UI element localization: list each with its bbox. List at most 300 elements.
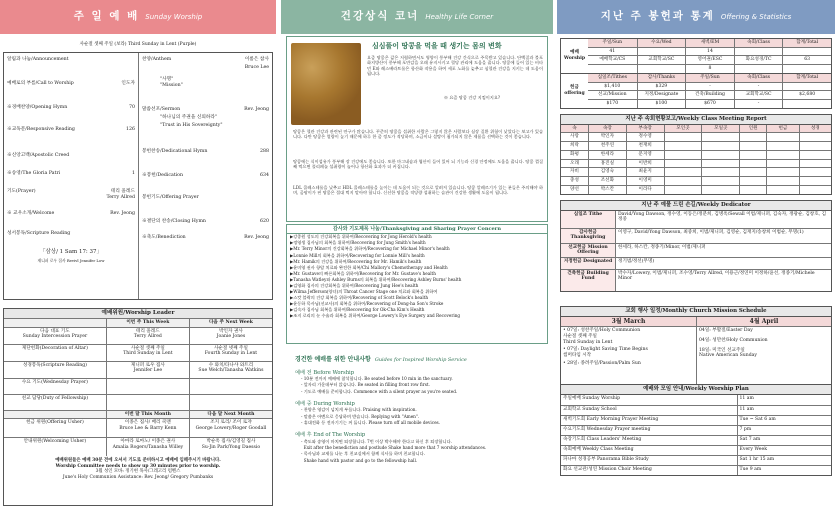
service-item-value: 620 [260, 219, 269, 224]
dedicator-row [561, 211, 831, 228]
class-row-cell [766, 151, 798, 159]
leader-row-next: 박인자 권사 Joanie Jones [189, 328, 272, 344]
april-event: 04일: 부활절/Easter Day [699, 328, 753, 334]
offering-label: 헌금 offering [564, 85, 585, 96]
leader-row [4, 327, 272, 344]
service-item-label: "Trust in His Sovereignty" [160, 123, 223, 128]
end-worship-heading: 예배 후 End of The Worship [295, 432, 366, 439]
service-item-label: 말씀선포/Sermon [142, 107, 181, 112]
offering-row-cell: - [734, 83, 783, 91]
class-row-cell [701, 142, 739, 150]
guide-title-ko: 경건한 예배를 위한 안내사항 [295, 356, 371, 363]
stats-row-cell [734, 48, 783, 56]
dedicator-row [561, 257, 831, 269]
banner-title-ko: 지난 주 봉헌과 통계 [600, 10, 715, 23]
during-item: - 말씀은 아멘으로 응답하며 받습니다. Replying with "Amen". [301, 413, 420, 419]
month-april: 4월 April [696, 317, 831, 327]
weekly-dedicator [560, 200, 832, 292]
health-article-title: 심심풀이 땅콩을 먹을 때 생기는 몸의 변화 [372, 41, 502, 50]
thanksgiving-title: 감사와 기도제목 나눔/Thanksgiving and Sharing Prayer Concern [287, 225, 547, 234]
leader-row [4, 344, 272, 361]
before-item: - 앞자리 가운데부터 앉습니다. Be seated in filling front row first. [301, 382, 430, 388]
banner-title-en: Healthy Life Corner [425, 12, 494, 21]
class-row-cell: 박스칸 [588, 186, 626, 194]
week-head: 다음 달 Next Month [189, 411, 272, 419]
leader-row-label: 성경봉독(Scripture Reading) [22, 362, 87, 368]
leader-row-this [106, 379, 189, 394]
leader-row-label: 다음 대표 기도 Sunday Intercession Prayer [22, 328, 88, 340]
offering-row-cell: $100 [637, 100, 686, 108]
leader-row [4, 361, 272, 378]
order-of-service [3, 52, 273, 300]
offering-stats [560, 74, 832, 109]
stats-row-cell [588, 65, 637, 73]
offering-row [588, 99, 831, 108]
service-item-right [142, 123, 269, 129]
class-row-cell [664, 142, 702, 150]
offering-row-cell: - [685, 83, 734, 91]
health-paragraph-3: 땅콩에는 식이섬유가 풍부해 장 건강에도 좋습니다. 또한 마그네슘과 엽산이 들어 있어 뇌 기능과 신경 안정에도 도움을 줍니다. 땅콩 껍질째 먹으면 폴리페놀 섭취량이 늘어나 항산화 효과가 더 커집니다. [293, 159, 543, 170]
class-row-cell [766, 177, 798, 185]
stats-row-cell [782, 48, 831, 56]
class-head-cell: 성경 [799, 125, 831, 133]
prayer-concern-item: ▶Mr. Terry Minor의 건강회복을 위하여/Recovering for Michael Minor's health [290, 246, 450, 252]
stats-head-cell: 주일/Sun [602, 40, 623, 45]
plan-event: 새벽기도회 Early Morning Prayer Meeting [563, 416, 659, 422]
before-worship-heading: 예배 전 Before Worship [295, 369, 355, 376]
offering-row-cell: 교회학교/SC [734, 91, 783, 99]
service-item-right [142, 115, 269, 121]
class-head-cell: 속 [572, 125, 577, 131]
class-row-cell [766, 186, 798, 194]
during-item: - 휴대전화 등 전자기기는 꺼 둡니다. Please turn off all mobile devices. [301, 419, 441, 425]
scripture-reference: 「삼상/ 1 Sam 17: 37」 [39, 249, 103, 255]
class-row-cell [701, 186, 739, 194]
plan-event: 교회학교 Sunday School [563, 406, 617, 412]
end-item: Exit after the benediction and postlude Shake hand more that 7 worship attendances. [301, 445, 487, 451]
class-row-cell: 천재희 [626, 142, 664, 150]
leader-header-2 [4, 410, 272, 419]
class-row [561, 167, 831, 176]
stats-row-cell: 예배학교/CS [599, 57, 626, 63]
service-item-value: 634 [260, 173, 269, 178]
april-event: 04일: 성만찬/Holy Communion [699, 337, 768, 343]
service-item-label: ※신앙고백/Apostolic Creed [7, 153, 70, 158]
healthy-life-banner [281, 0, 553, 34]
dedicator-label: 선교헌금 Mission Offering [561, 244, 615, 257]
end-item: Shake hand with pastor and go to the fellowship hall. [301, 457, 418, 463]
health-paragraph-2: 땅콩은 혈관 건강과 관련된 연구가 많습니다. 꾸준히 땅콩을 섭취한 사람은 그렇지 않은 사람보다 심장 질환 위험이 낮았다는 보고가 있습니다. 다만 땅콩은 열량이 높기 때문에 하루 한 줌 정도가 적당하며, 소금이나 설탕이 첨가되지 않은 제품을 선택하는 것이 좋습니다. [293, 129, 543, 140]
worship-leader-title: 예배위원/Worship Leader [4, 309, 272, 319]
before-item: - 10분 전까지 예배에 참석합니다. Be seated before 10 min in the sanctuary. [301, 376, 453, 381]
service-item-right [142, 173, 269, 179]
week-head: 이번 달 This Month [106, 411, 189, 419]
order-left-column [4, 53, 138, 299]
worship-stats-grid [588, 39, 831, 73]
schedule-table [560, 316, 832, 386]
class-row-cell: 천주연 [588, 142, 626, 150]
footer-line-3: 3월 성인 모바: 정기현 목사/그레고리 펌벤스 [95, 469, 181, 475]
offering-head-cell: 십일조/Tithes [597, 74, 627, 80]
class-head-cell: 부속장 [626, 125, 664, 133]
class-row-cell [701, 177, 739, 185]
class-report-title: 지난 주 속회현황보고/Weekly Class Meeting Report [560, 114, 832, 124]
weekly-worship-plan [560, 384, 832, 476]
schedule-months [561, 317, 831, 327]
offering-row-cell: $670 [685, 100, 734, 108]
offering-head-cell: 주일/Sun [685, 74, 734, 82]
leader-row [4, 378, 272, 394]
worship-leader-box [3, 308, 273, 506]
leader-row-this: 이종은 집사/ 배리 쿡맨 Bruce Lee & Barry Kenn [106, 419, 189, 437]
offering-head [588, 74, 831, 82]
class-row-cell: 희락 [570, 143, 579, 149]
health-paragraph-1b: ※ 요즘 땅콩 건강 지킴이지요? [443, 95, 501, 100]
health-paragraph-1: 요즘 땅콩은 값은 저렴하면서도 영양이 풍부해 건강 간식으로 주목받고 있습니다. 단백질과 불포화지방산이 풍부해 포만감을 오래 유지시키고 혈당 관리에 도움을 줍니다. 땅콩에 들어 있는 비타민 E와 레스베라트롤은 항산화 작용을 하여 세포 노화를 늦추고 심혈관 건강을 지키는 데 도움이 됩니다. [367, 55, 543, 76]
service-item-value: Rev. Jeong [244, 107, 269, 112]
class-row-cell [739, 160, 766, 168]
banner-title-ko: 주 일 예 배 [73, 10, 140, 23]
service-item-value: 70 [129, 105, 135, 110]
stats-head-cell: 새벽/EM [685, 39, 734, 47]
service-item-right [142, 77, 269, 83]
service-item-right [142, 235, 269, 241]
offering-row-cell: 건축/Building [685, 91, 734, 99]
leader-row-next: 박순옥 집사/김영길 집사 Su-Jin Park/Yong Daessio [189, 438, 272, 456]
service-item-label: 찬양/Anthem [142, 57, 172, 62]
class-head-cell: 헌금 [766, 125, 798, 133]
before-item: - 기도로 예배를 준비합니다. Commence with a silent prayer as you're seated. [301, 388, 458, 394]
class-row-cell [739, 142, 766, 150]
service-item-left [7, 105, 135, 111]
class-row-cell [701, 151, 739, 159]
guide-title [295, 356, 547, 364]
stats-row [588, 64, 831, 73]
plan-time: 11 am [737, 406, 832, 415]
stats-row [588, 55, 831, 64]
plan-event: 속회예배 Weekly Class Meeting [563, 446, 634, 452]
leader-row-label: 수요 기도(Wednesday Prayer) [21, 379, 88, 385]
class-row-cell [799, 133, 831, 141]
class-row-cell: 화평 [570, 151, 579, 157]
class-row-cell: 김영숙 [588, 168, 626, 176]
class-row [561, 132, 831, 141]
class-row [561, 176, 831, 185]
plan-row [561, 405, 831, 415]
dedicator-names: 이영구, David/Yong Dawson, 최중희, 이범/제니퍼, 김영순, 김재지/송창희 이범순, 무명(1) [615, 229, 831, 243]
service-item-value: Bruce Lee [244, 65, 269, 70]
class-row-cell [766, 168, 798, 176]
stats-row-cell: 14 [685, 48, 734, 56]
april-events [696, 327, 831, 384]
prayer-concern-item: ▶Lonnie Mill의 회복을 위하여/Recovering for Lonnie Mill's health [290, 252, 425, 258]
stats-row-cell: 8 [685, 65, 734, 73]
healthy-life-panel [281, 0, 553, 507]
service-item-left [7, 189, 135, 195]
service-item-right [142, 107, 269, 113]
prayer-concern-item: ▶스캇 블락의 건강 회복을 위하여/Recovering of Scott Belock's health [290, 295, 429, 301]
class-row-cell [664, 151, 702, 159]
end-worship-list [301, 439, 547, 464]
leader-row-this [106, 395, 189, 410]
plan-event: 수요기도회 Wednesday Prayer meeting [563, 426, 651, 432]
class-row-cell [664, 168, 702, 176]
service-item-label: "Mission" [160, 83, 183, 88]
stats-row-cell: 교회학교/SC [637, 56, 686, 64]
offering-banner [557, 0, 835, 34]
footer-line-2: Worship Committee needs to show up 30 minutes prior to worship. [55, 463, 221, 469]
sunday-worship-panel [0, 0, 276, 507]
service-item-label: ※축도/Benediction [142, 235, 186, 240]
class-row-cell [664, 186, 702, 194]
leader-row-label: 헌금 위원(Offering Usher) [26, 420, 84, 426]
stats-head [588, 39, 831, 47]
thanksgiving-list [287, 234, 547, 319]
prayer-concern-item: ▶정영생 집사님의 회복을 위하여/Recovering for Jung Smith's health [290, 240, 426, 246]
worship-guide [295, 356, 547, 464]
end-item: - 축도와 송영이 마치면 퇴장합니다. 7번 이상 박수해야 한다고 하신 후 퇴장합니다. [301, 438, 452, 444]
service-item-value: 1 [132, 171, 135, 176]
plan-time: Every Week [737, 446, 832, 455]
leader-row-label: 안내위원(Welcoming Usher) [23, 439, 87, 445]
stats-head-cell: 수요/Wed [637, 39, 686, 47]
class-row-cell [664, 133, 702, 141]
service-item-value: 이룸은 참사 [244, 57, 269, 62]
class-row-cell [701, 168, 739, 176]
dedicator-names: 박수자/Lowery, 이범/제니퍼, 조수영/Terry Allred, 이용근/정연미 이정하/윤선, 정종기/Michele Minor [615, 270, 831, 291]
prayer-concern-item: ▶김숙자 집사님 회복을 위하여/Recovering for Ok-Cha Kim's Health [290, 307, 425, 313]
class-row-cell: 양선 [570, 186, 579, 192]
banner-title-en: Sunday Worship [145, 12, 203, 21]
sunday-worship-banner [0, 0, 276, 34]
dedicator-label: 감사헌금 Thanksgiving [561, 229, 615, 243]
class-row-cell: 오래 [570, 160, 579, 166]
plan-event: 화요 선교관/성연 Mission Choir Meeting [563, 466, 652, 472]
prayer-leader-name: Terry Allred [106, 195, 135, 200]
stats-row [588, 47, 831, 56]
monthly-schedule [560, 306, 832, 385]
service-item-label: 봉헌찬송/Dedicational Hymn [142, 149, 208, 154]
class-report-table [560, 124, 832, 195]
worship-label: 예배 Worship [563, 50, 586, 61]
leader-row-next [189, 395, 272, 410]
worship-leader-table [4, 319, 272, 456]
stats-row-cell: 41 [609, 48, 616, 54]
during-item: - 찬양은 영감이 넘치게 부릅니다. Praising with inspiration. [301, 407, 417, 413]
class-row-cell: 최윤지 [626, 168, 664, 176]
service-item-label: 예배로의 부름/Call to Worship [7, 81, 74, 86]
dedicator-row [561, 269, 831, 291]
march-event: • 07일: Daylight Saving Time Begins 썸머타임 시작 [563, 347, 648, 359]
leader-row-next [189, 379, 272, 394]
service-item-label: ※결단의 찬송/Closing Hymn [142, 219, 206, 224]
plan-time: Sat 7 am [737, 436, 832, 445]
offering-head-cell: 합계/Total [782, 74, 831, 82]
class-row-cell [799, 160, 831, 168]
class-row [561, 185, 831, 194]
service-item-left [7, 57, 135, 63]
leader-header [4, 319, 272, 327]
class-row-cell: 이영미 [626, 177, 664, 185]
service-item-label: ※ 교우소개/Welcome [7, 211, 55, 216]
service-item-value: 126 [126, 127, 135, 132]
class-row-cell [799, 186, 831, 194]
class-row-cell: 자비 [570, 169, 579, 175]
leader-row-this: 테리 올레드 Terry Allred [106, 328, 189, 344]
service-item-label: ※교독문/Responsive Reading [7, 127, 75, 132]
prayer-concern-item: ▶윤동하 목사님(선교사)의 회복을 위하여/Recovering of Dong-ha Son's Stroke [290, 301, 444, 307]
leader-row-this: 사순절 셋째 주일 Third Sunday in Lent [106, 345, 189, 361]
plan-table [560, 394, 832, 476]
class-head-cell: 속장 [588, 125, 626, 133]
prayer-concern-item: ▶조지 로리의 눈 수술과 회복을 위하여/George Lowery's Eye Surgery and Recovering [290, 313, 461, 319]
offering-head-cell: 속회/Class [734, 74, 783, 82]
class-row-cell: 홍진실 [588, 160, 626, 168]
class-row-cell: 정수영 [626, 133, 664, 141]
service-item-value: 테리 올레드 [110, 189, 135, 194]
class-row-cell [799, 168, 831, 176]
class-row-cell [664, 160, 702, 168]
during-worship-heading: 예배 중 During Worship [295, 400, 355, 407]
prayer-concern-item: ▶강종원 성도의 건강회복을 위하여/Recovering for Jong Herold's health [290, 234, 432, 240]
service-item-label: 성서봉독/Scripture Reading [7, 231, 71, 236]
prayer-concern-item: ▶Mr. Hamik의 건강을 위하여/Recovering for Mr. Hamik's health [290, 258, 422, 264]
before-worship-list [301, 376, 547, 395]
leader-row-label: 제단헌화(Decoration of Altar) [21, 345, 88, 351]
service-item-label: 알림과 나눔/Announcement [7, 57, 69, 62]
class-row-cell [701, 133, 739, 141]
leader-row-label: 친교 담당(Duty of Fellowship) [21, 395, 89, 401]
class-head [561, 125, 831, 133]
class-row-cell [799, 142, 831, 150]
dedicator-label: 십일조 Tithe [561, 211, 615, 228]
class-row [561, 141, 831, 150]
stats-row-cell [734, 65, 783, 73]
thanksgiving-box [286, 224, 548, 344]
class-row-cell [739, 151, 766, 159]
schedule-title: 교회 행사 일정/Monthly Church Mission Schedule [560, 306, 832, 316]
leader-row-next: 사순절 넷째 주일 Fourth Sunday in Lent [189, 345, 272, 361]
plan-event: 주일예배 Sunday Worship [563, 395, 621, 401]
class-head-cell: 모일곳 [701, 125, 739, 133]
service-item-value: Rev. Jeong [110, 211, 135, 216]
prayer-concern-item: ▶윤미영 권사 항암 치료와 완전한 회복/Chi Mallory's Chemotherapy and Health [290, 264, 448, 270]
dedicator-row [561, 243, 831, 257]
month-march: 3월 March [611, 317, 646, 325]
leader-row-this: 제니퍼 로우 집사 Jennifer Lee [106, 362, 189, 378]
sunday-line: 사순절 셋째 주일 (보라) Third Sunday in Lent (Purple) [79, 42, 197, 47]
service-item-left [7, 231, 135, 237]
prayer-concern-item: ▶Wilma Jefferson(양녀)의 Throat Cancer Stage one 치료와 회복을 위하여 [290, 289, 438, 295]
worship-leader-footer [4, 456, 272, 480]
class-row-cell: 박인자 [588, 133, 626, 141]
order-right-column [138, 53, 272, 299]
offering-head-cell: 감사/Thanks [637, 74, 686, 82]
service-item-left [7, 171, 135, 177]
leader-row [4, 437, 272, 456]
stats-head-cell: 속회/Class [734, 39, 783, 47]
offering-row [588, 90, 831, 99]
health-paragraph-4: LDL 콜레스테롤을 낮추고 HDL 콜레스테롤을 높이는 데 도움이 되는 것으로 알려져 있습니다. 땅콩 알레르기가 있는 분들은 주의해야 하며, 곰팡이가 핀 땅콩은 절대 먹지 말아야 합니다. 신선한 땅콩을 적당량 섭취하는 습관이 건강한 생활에 도움이 됩니다. [293, 185, 543, 196]
service-item-right [142, 195, 269, 201]
service-item-label: ※경배찬양/Opening Hymn [7, 105, 68, 110]
end-item: - 목사님과 교제를 나눈 후 친교실에서 함께 식사를 하며 친교합니다. [301, 451, 425, 457]
banner-title-ko: 건강상식 코너 [340, 10, 420, 23]
banner-title-en: Offering & Statistics [720, 12, 792, 21]
attendance-offering-table [560, 38, 832, 109]
plan-row [561, 415, 831, 425]
during-worship-list [301, 407, 547, 426]
prayer-concern-item: ▶Mr. Gustave의 빠른회복을 위하여/Recovering for Mr. Gustave's health [290, 270, 436, 276]
service-item-right [142, 219, 269, 225]
plan-row [561, 395, 831, 405]
service-item-value: Rev. Jeong [244, 235, 269, 240]
class-row-cell [799, 151, 831, 159]
plan-time: Sat 1 hr 15 am [737, 456, 832, 465]
leader-row [4, 418, 272, 437]
class-row [561, 150, 831, 159]
class-row-cell [701, 160, 739, 168]
service-item-value: 인도자 [121, 81, 135, 86]
plan-time: Tue ~ Sat 6 am [737, 416, 832, 425]
service-item-label: ※봉헌/Dedication [142, 173, 183, 178]
footer-line-4: June's Holy Communion Assistance: Rev. Jeong/ Gregory Pumbanks [62, 474, 214, 480]
leader-row-next: 수 와치/타나샤 와트리 Sue Welch/Tanasha Watkins [189, 362, 272, 378]
class-row-cell [766, 160, 798, 168]
plan-event: 파나마 성경공부 Panorama Bible Study [563, 456, 649, 462]
class-row-cell: 문지영 [626, 151, 664, 159]
dedicator-names: 정기범/정선(무명) [615, 258, 831, 269]
service-item-right [142, 83, 269, 89]
stats-head-cell: 합계/Total [782, 39, 831, 47]
dedicator-names: 한세라, 하스칸, 정종기/Minor, 이범/제니퍼 [615, 244, 831, 257]
plan-row [561, 455, 831, 465]
offering-row-cell [782, 100, 831, 108]
leader-row [4, 394, 272, 410]
week-head: 다음 주 Next Week [189, 319, 272, 327]
offering-row [588, 82, 831, 91]
class-row-cell: 조선화 [588, 177, 626, 185]
class-row-cell: 이라다 [626, 186, 664, 194]
offering-row-cell: 선교/Mission [598, 92, 627, 98]
label-head [4, 411, 106, 419]
class-row-cell [766, 133, 798, 141]
class-row-cell: 충성 [570, 178, 579, 184]
service-item-left [7, 81, 135, 87]
label-head [4, 319, 106, 327]
class-row-cell [739, 133, 766, 141]
plan-title: 예배와 모임 안내/Weekly Worship Plan [560, 384, 832, 394]
class-row-cell: 사랑 [570, 134, 579, 140]
dedicator-table [560, 210, 832, 292]
offering-row-cell [782, 83, 831, 91]
offering-row-cell: $329 [637, 83, 686, 91]
service-item-label: 봉헌기도/Offering Prayer [142, 195, 199, 200]
guide-title-en: Guides for Inspired Worship Service [374, 357, 467, 363]
service-item-label: 기도(Prayer) [7, 189, 36, 194]
offering-row-cell: $1,410 [604, 83, 621, 89]
plan-time: 11 am [737, 395, 832, 405]
offering-row-cell: $170 [606, 101, 619, 107]
leader-row-next: 조지 로리/ 조이 로쟈 George Lowery/Roger Goodall [189, 419, 272, 437]
service-item-left [7, 127, 135, 133]
service-item-right [142, 149, 269, 155]
plan-row [561, 445, 831, 455]
service-item-left [7, 153, 135, 159]
plan-row [561, 465, 831, 475]
offering-row-cell: - [734, 100, 783, 108]
class-head-cell: 모인곳 [664, 125, 702, 133]
